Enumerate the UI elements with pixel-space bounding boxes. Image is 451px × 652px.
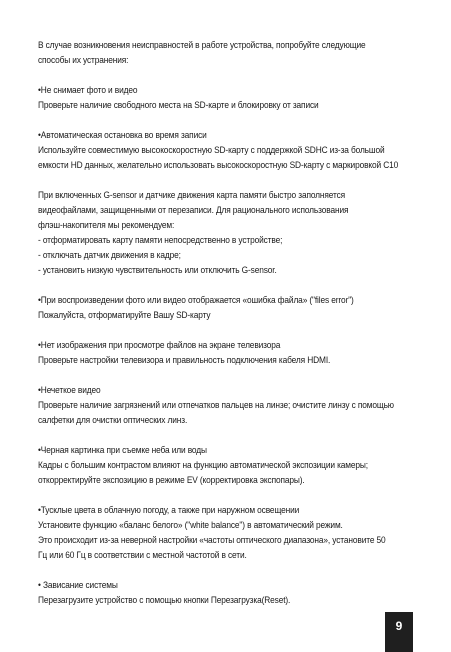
- section-text: При включенных G-sensor и датчике движения карта памяти быстро заполняется: [38, 190, 346, 201]
- section-text: Гц или 60 Гц в соответствии с местной частотой в сети.: [38, 550, 247, 561]
- section-text: Проверьте наличие свободного места на SD-карте и блокировку от записи: [38, 100, 319, 111]
- page-number-tab: [385, 612, 413, 652]
- section-text: Установите функцию «баланс белого» ("white balance") в автоматический режим.: [38, 520, 343, 531]
- intro-line: способы их устранения:: [38, 55, 129, 66]
- intro-line: В случае возникновения неисправностей в работе устройства, попробуйте следующие: [38, 40, 366, 51]
- intro-paragraph: [38, 38, 418, 68]
- section-heading: •Автоматическая остановка во время записи: [38, 130, 207, 141]
- section-heading: •Не снимает фото и видео: [38, 85, 138, 96]
- section-auto-stop: [38, 128, 418, 173]
- document-page: [38, 38, 418, 623]
- section-text: Пожалуйста, отформатируйте Вашу SD-карту: [38, 310, 211, 321]
- list-item: - установить низкую чувствительность или отключить G-sensor.: [38, 265, 277, 276]
- section-text: Проверьте настройки телевизора и правильность подключения кабеля HDMI.: [38, 355, 331, 366]
- list-item: - отключать датчик движения в кадре;: [38, 250, 181, 261]
- section-text: Проверьте наличие загрязнений или отпечатков пальцев на линзе; очистите линзу с помощью: [38, 400, 394, 411]
- section-heading: •Нет изображения при просмотре файлов на экране телевизора: [38, 340, 281, 351]
- section-no-photo-video: [38, 83, 418, 113]
- section-system-freeze: [38, 578, 418, 608]
- section-text: Перезагрузите устройство с помощью кнопки Перезагрузка(Reset).: [38, 595, 291, 606]
- section-heading: •Нечеткое видео: [38, 385, 101, 396]
- section-text: откорректируйте экспозицию в режиме EV (корректировка экспопары).: [38, 475, 305, 486]
- list-item: - отформатировать карту памяти непосредственно в устройстве;: [38, 235, 283, 246]
- section-text: Кадры с большим контрастом влияют на функцию автоматической экспозиции камеры;: [38, 460, 369, 471]
- section-text: Это происходит из-за неверной настройки «частоты оптического диапазона», установите 50: [38, 535, 386, 546]
- section-heading: •При воспроизведении фото или видео отображается «ошибка файла» ("files error"): [38, 295, 354, 306]
- section-black-image: [38, 443, 418, 488]
- section-blurry-video: [38, 383, 418, 428]
- section-heading: •Черная картинка при съемке неба или воды: [38, 445, 207, 456]
- section-heading: • Зависание системы: [38, 580, 118, 591]
- section-text: Используйте совместимую высокоскоростную SD-карту с поддержкой SDHC из-за большой: [38, 145, 385, 156]
- page-number: 9: [395, 619, 403, 633]
- section-heading: •Тусклые цвета в облачную погоду, а также при наружном освещении: [38, 505, 300, 516]
- section-text: флэш-накопителя мы рекомендуем:: [38, 220, 175, 231]
- section-dull-colors: [38, 503, 418, 563]
- section-g-sensor: [38, 188, 418, 278]
- section-text: салфетки для очистки оптических линз.: [38, 415, 188, 426]
- section-no-tv-image: [38, 338, 418, 368]
- section-text: видеофайлами, защищенными от перезаписи. Для рационального использования: [38, 205, 349, 216]
- section-text: емкости HD данных, желательно использовать высокоскоростную SD-карту с маркировкой C10: [38, 160, 399, 171]
- section-file-error: [38, 293, 418, 323]
